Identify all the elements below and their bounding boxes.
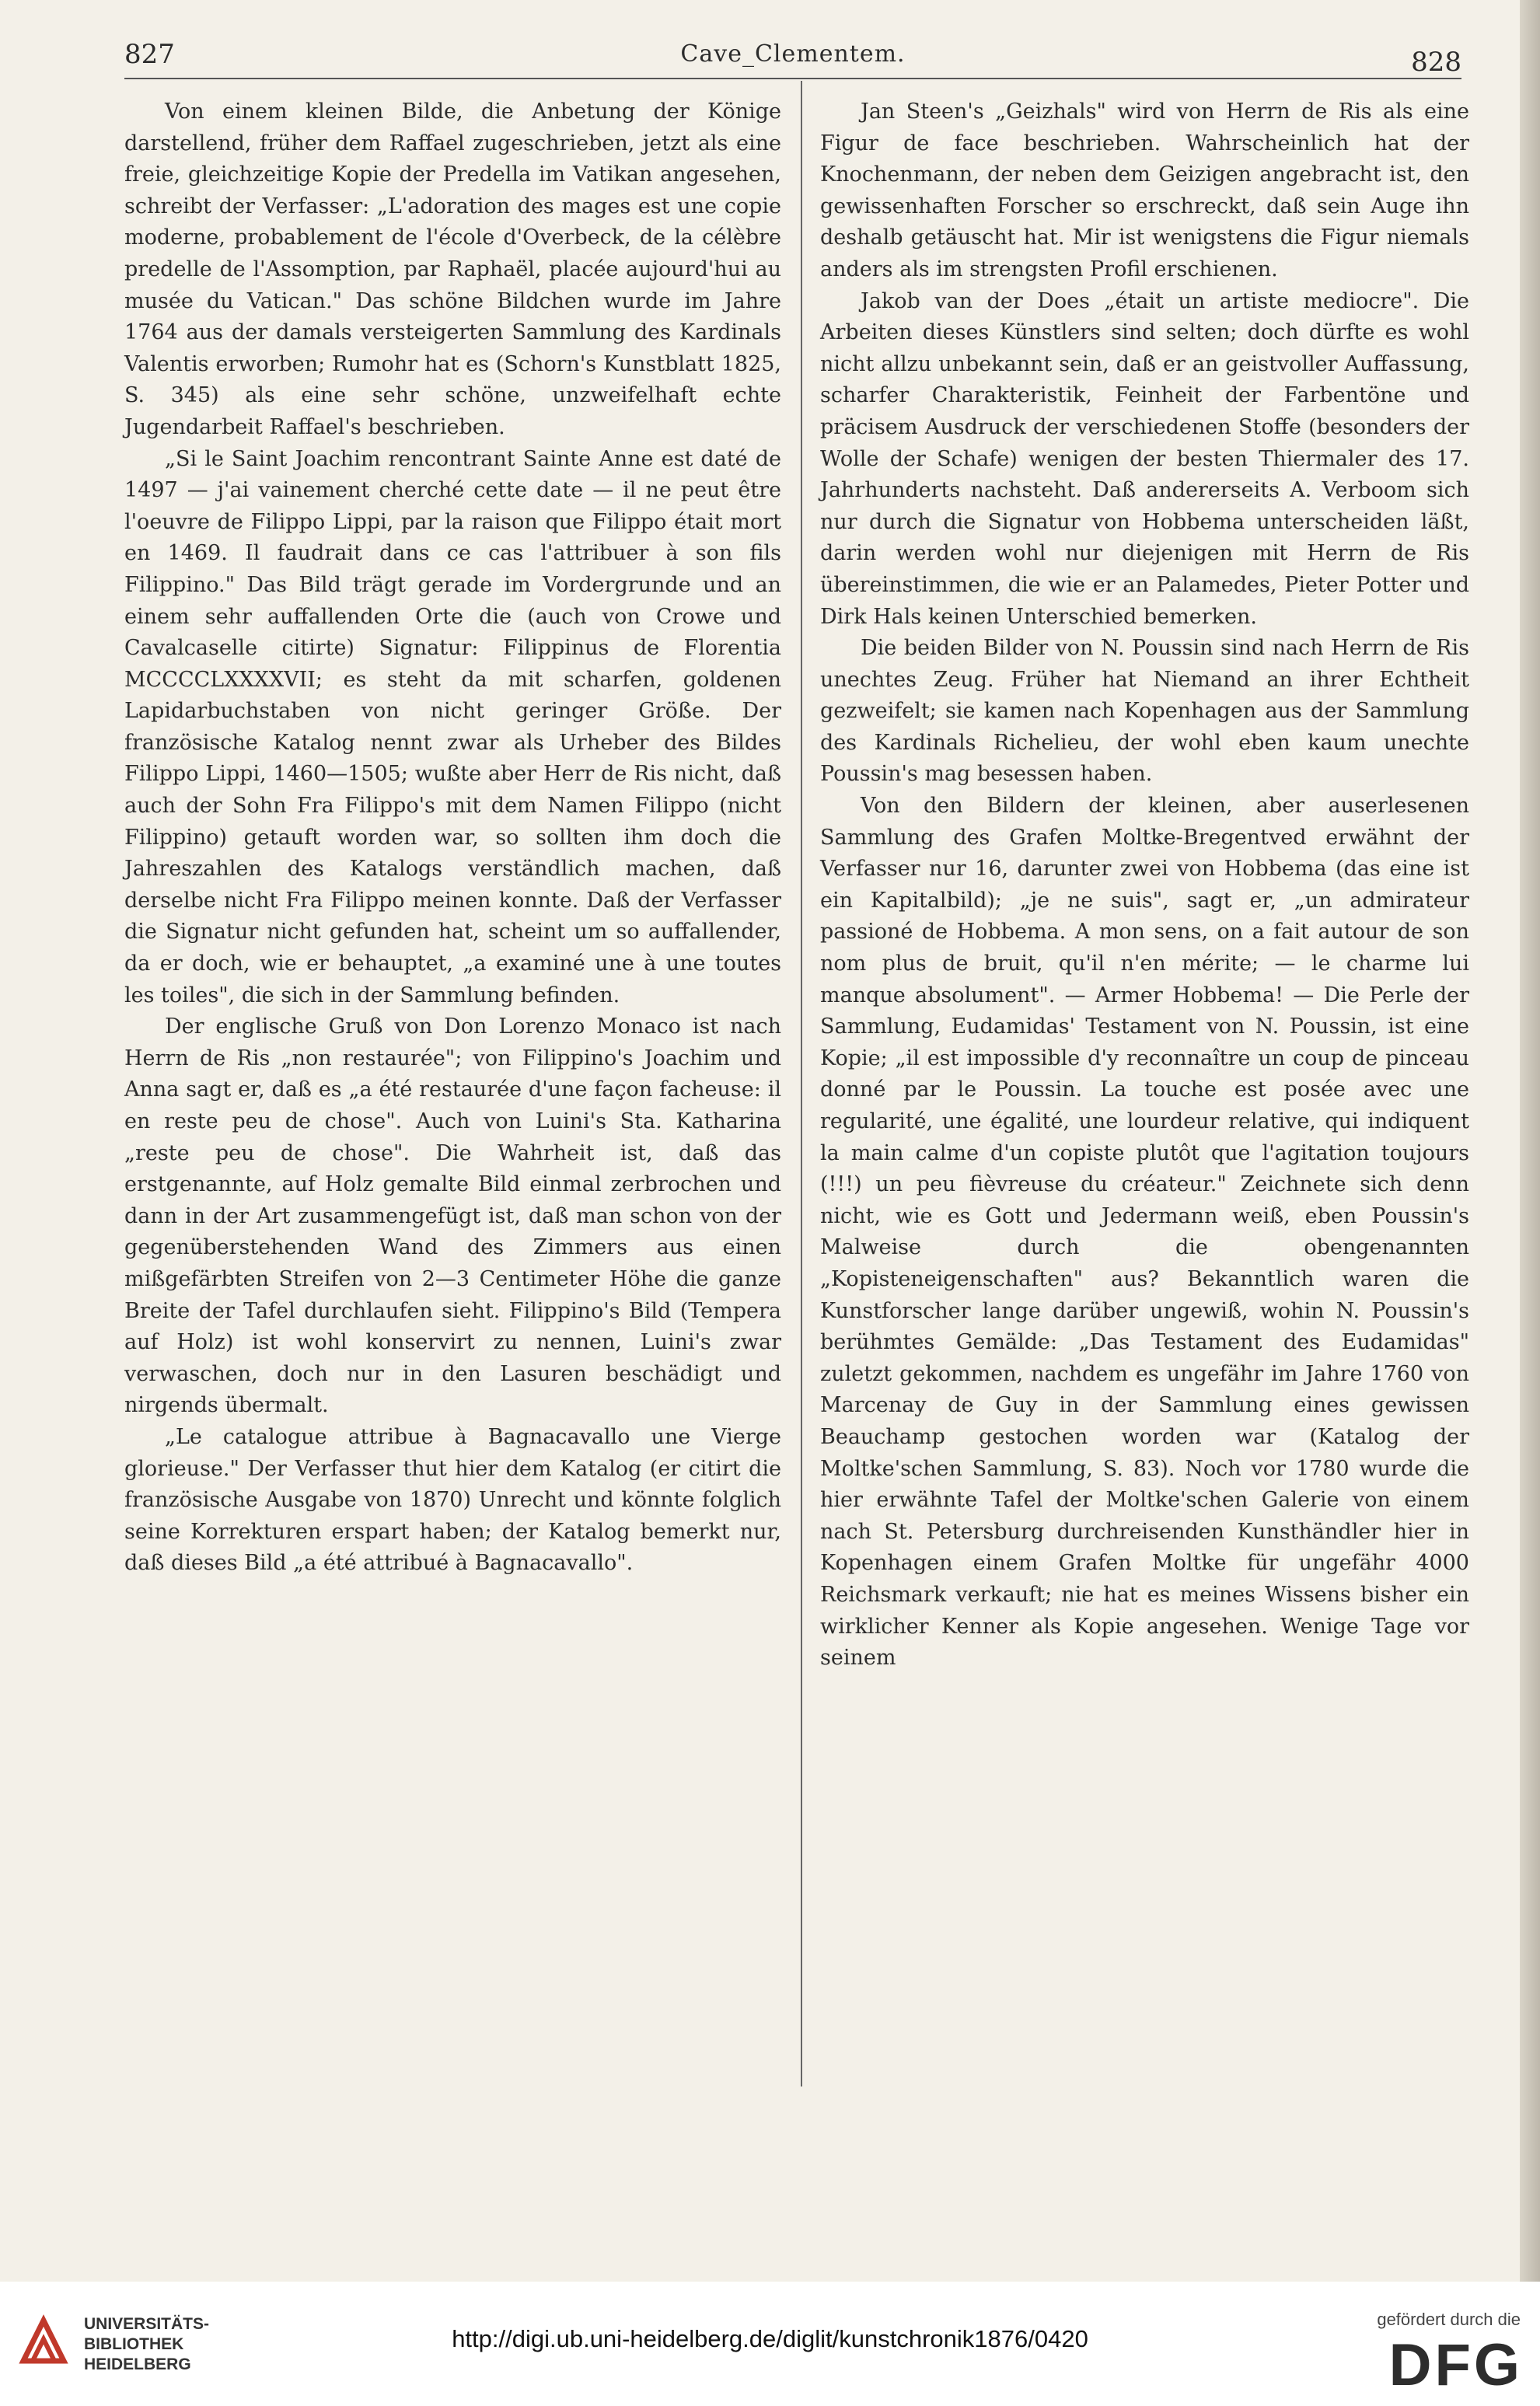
running-head <box>124 31 1461 78</box>
paragraph: Von einem kleinen Bilde, die Anbetung der Könige darstellend, früher dem Raffael zugeschrieben, jetzt als eine freie, gleichzeitige Kopie der Predella im Vatikan angesehen, schreibt der Verfasser: „L'adoration des mages est une copie moderne, probablement de l'école d'Overbeck, de la célèbre predelle de l'Assomption, par Raphaël, placée aujourd'hui au musée du Vatican." Das schöne Bildchen wurde im Jahre 1764 aus der damals versteigerten Sammlung des Kardinals Valentis erworben; Rumohr hat es (Schorn's Kunstblatt 1825, S. 345) als eine sehr schöne, unzweifelhaft echte Jugendarbeit Raffael's beschrieben. <box>124 100 781 439</box>
paragraph: Die beiden Bilder von N. Poussin sind nach Herrn de Ris unechtes Zeug. Früher hat Niemand an ihrer Echtheit gezweifelt; sie kamen nach Kopenhagen aus der Sammlung des Kardinals Richelieu, der wohl eben kaum unechte Poussin's mag besessen haben. <box>820 636 1469 787</box>
paragraph: Der englische Gruß von Don Lorenzo Monaco ist nach Herrn de Ris „non restaurée"; von Filippino's Joachim und Anna sagt er, daß es „a été restaurée d'une façon facheuse: il en reste peu de chose". Auch von Luini's Sta. Katharina „reste peu de chose". Die Wahrheit ist, daß das erstgenannte, auf Holz gemalte Bild einmal zerbrochen und dann in der Art zusammengefügt ist, daß man schon von der gegenüberstehenden Wand des Zimmers aus einen mißgefärbten Streifen von 2—3 Centimeter Höhe die ganze Breite der Tafel durchlaufen sieht. Filippino's Bild (Tempera auf Holz) ist wohl konservirt zu nennen, Luini's zwar verwaschen, doch nur in den Lasuren beschädigt und nirgends übermalt. <box>124 1014 781 1418</box>
logo-line: UNIVERSITÄTS- <box>84 2315 210 2333</box>
page-number-right: 828 <box>1411 47 1461 78</box>
left-column <box>124 96 781 1580</box>
dfg-logo: DFG <box>1388 2332 1523 2398</box>
right-column <box>820 96 1469 1674</box>
running-title: Cave_Clementem. <box>680 40 906 68</box>
header-rule <box>124 78 1461 79</box>
permalink-url[interactable]: http://digi.ub.uni-heidelberg.de/diglit/kunstchronik1876/0420 <box>452 2325 1088 2352</box>
digitization-footer <box>0 2282 1540 2406</box>
scan-edge <box>1520 0 1540 2282</box>
page-number-left: 827 <box>124 39 175 70</box>
paragraph: Jakob van der Does „était un artiste mediocre". Die Arbeiten dieses Künstlers sind selten; doch dürfte es wohl nicht allzu unbekannt sein, daß er an geistvoller Auffassung, scharfer Charakteristik, Feinheit der Farbentöne und präcisem Ausdruck der verschiedenen Stoffe (besonders der Wolle der Schafe) wenigen der besten Thiermaler des 17. Jahrhunderts nachsteht. Daß andererseits A. Verboom sich nur durch die Signatur von Hobbema unterscheiden läßt, darin werden wohl nur diejenigen mit Herrn de Ris übereinstimmen, die wie er an Palamedes, Pieter Potter und Dirk Hals keinen Unterschied bemerken. <box>820 288 1469 629</box>
paragraph: „Si le Saint Joachim rencontrant Sainte Anne est daté de 1497 — j'ai vainement cherché cette date — il ne peut être l'oeuvre de Filippo Lippi, par la raison que Filippo était mort en 1469. Il faudrait dans ce cas l'attribuer à son fils Filippino." Das Bild trägt gerade im Vordergrunde und an einem sehr auffallenden Orte die (auch von Crowe und Cavalcaselle citirte) Signatur: Filippinus de Florentia MCCCCLXXXXVII; es steht da mit scharfen, goldenen Lapidarbuchstaben von nicht geringer Größe. Der französische Katalog nennt zwar als Urheber des Bildes Filippo Lippi, 1460—1505; wußte aber Herr de Ris nicht, daß auch der Sohn Fra Filippo's mit dem Namen Filippo (nicht Filippino) getauft worden war, so sollten ihm doch die Jahreszahlen des Katalogs verständlich machen, daß derselbe nicht Fra Filippo meinen konnte. Daß der Verfasser die Signatur nicht gefunden hat, scheint um so auffallender, da er doch, wie er behauptet, „a examiné une à une toutes les toiles", die sich in der Sammlung befinden. <box>124 446 781 1007</box>
funder-label: gefördert durch die <box>1377 2310 1521 2329</box>
column-rule <box>801 81 802 2086</box>
logo-line: HEIDELBERG <box>84 2355 191 2373</box>
logo-line: BIBLIOTHEK <box>84 2335 184 2353</box>
paragraph: Jan Steen's „Geizhals" wird von Herrn de Ris als eine Figur de face beschrieben. Wahrscheinlich hat der Knochenmann, der neben dem Geizigen angebracht ist, den gewissenhaften Forscher so erschreckt, daß sein Auge ihn deshalb getäuscht hat. Mir ist wenigstens die Figur niemals anders als im strengsten Profil erschienen. <box>820 100 1469 281</box>
paragraph: „Le catalogue attribue à Bagnacavallo une Vierge glorieuse." Der Verfasser thut hier dem Katalog (er citirt die französische Ausgabe von 1870) Unrecht und könnte folglich seine Korrekturen erspart haben; der Katalog bemerkt nur, daß dieses Bild „a été attribué à Bagnacavallo". <box>124 1424 781 1576</box>
paragraph: Von den Bildern der kleinen, aber auserlesenen Sammlung des Grafen Moltke-Bregentved erwähnt der Verfasser nur 16, darunter zwei von Hobbema (das eine ist ein Kapitalbild); „je ne suis", sagt er, „un admirateur passioné de Hobbema. A mon sens, on a fait autour de son nom plus de bruit, qu'il n'en mérite; — le charme lui manque absolument". — Armer Hobbema! — Die Perle der Sammlung, Eudamidas' Testament von N. Poussin, ist eine Kopie; „il est impossible d'y reconnaître un coup de pinceau donné par le Poussin. La touche est posée avec une regularité, une égalité, une lourdeur relative, qui indiquent la main calme d'un copiste plutôt que l'agitation toujours (!!!) un peu fièvreuse du créateur." Zeichnete sich denn nicht, wie es Gott und Jedermann weiß, eben Poussin's Malweise durch die obengenannten „Kopisteneigenschaften" aus? Bekanntlich waren die Kunstforscher lange darüber ungewiß, wohin N. Poussin's berühmtes Gemälde: „Das Testament des Eudamidas" zuletzt gekommen, nachdem es ungefähr im Jahre 1760 von Marcenay de Guy in der Sammlung eines gewissen Beauchamp gestochen worden war (Katalog der Moltke'schen Sammlung, S. 83). Noch vor 1780 wurde die hier erwähnte Tafel der Moltke'schen Galerie von einem nach St. Petersburg durchreisenden Kunsthändler hier in Kopenhagen einem Grafen Moltke für ungefähr 4000 Reichsmark verkauft; nie hat es meines Wissens bisher ein wirklicher Kenner als Kopie angesehen. Wenige Tage vor seinem <box>820 794 1469 1671</box>
